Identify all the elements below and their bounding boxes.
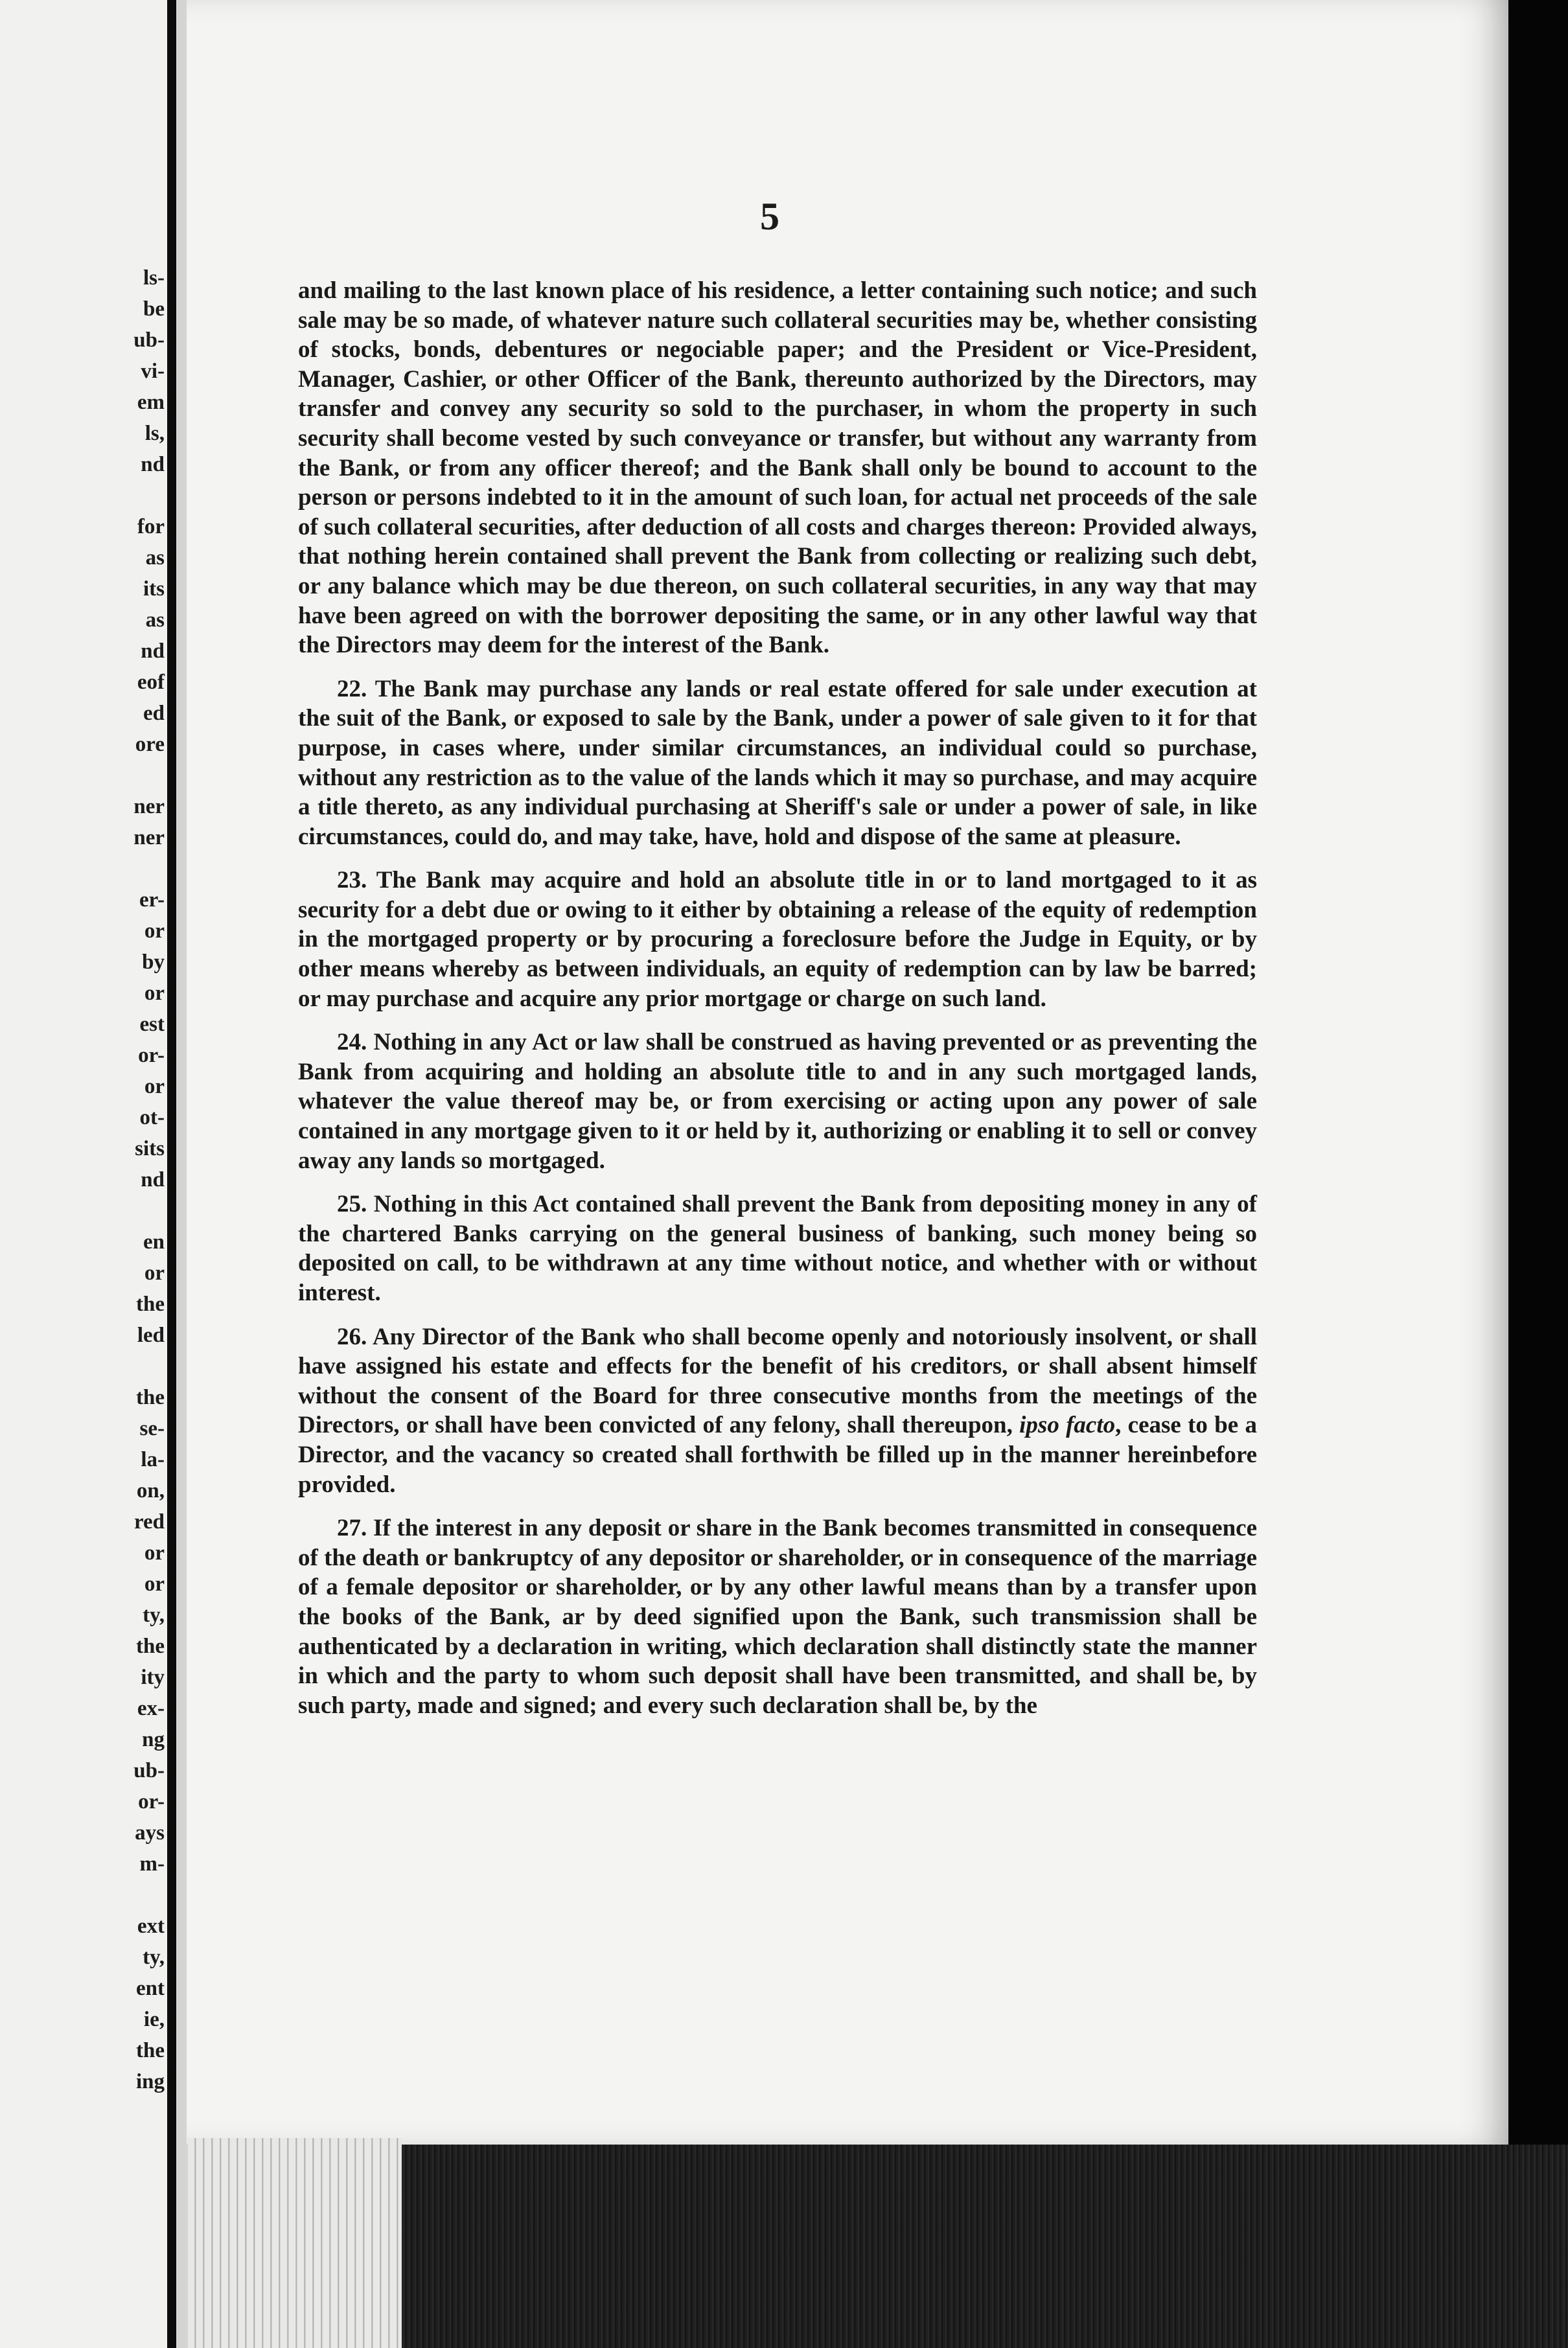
- facing-page-fragment: ent: [136, 1977, 165, 2000]
- facing-page-fragment: ner: [133, 826, 165, 849]
- facing-page-fragment: ty,: [143, 1604, 165, 1627]
- facing-page-fragment: on,: [136, 1479, 165, 1502]
- facing-page: [0, 0, 170, 2348]
- facing-page-fragment: ot-: [139, 1106, 165, 1129]
- facing-page-fragment: ner: [133, 795, 165, 818]
- fragment-gap: [67, 480, 165, 511]
- facing-page-fragment: en: [143, 1230, 165, 1254]
- gutter-line: [167, 0, 170, 2348]
- facing-page-fragment: or-: [138, 1790, 165, 1813]
- section-number: 26.: [337, 1323, 367, 1350]
- scan-border-bottom: [402, 2145, 1568, 2348]
- facing-page-fragment: ub-: [133, 328, 165, 352]
- paragraph-text: Nothing in any Act or law shall be construed as having prevented or as preventing the Bank from acquiring and holding an absolute title to and in any such mortgaged lands, whatever the value thereof may be, or from exercising or acting upon any power of sale contained in any mortgage given to it or held by it, authorizing or enabling it to sell or convey away any lands so mortgaged.: [298, 1029, 1257, 1174]
- facing-page-fragment: or: [144, 1261, 165, 1285]
- facing-page-fragment: or: [144, 919, 165, 943]
- facing-page-fragment: nd: [141, 1168, 165, 1191]
- facing-page-fragment: vi-: [141, 360, 165, 383]
- section-22: [298, 674, 1257, 852]
- facing-page-fragment: the: [136, 1386, 165, 1409]
- paragraph-text: The Bank may acquire and hold an absolute title in or to land mortgaged to it as security for a debt due or owing to it either by obtaining a release of the equity of redemption in the mortgaged property or by procuring a foreclosure before the Judge in Equity, or by other means whereby as between individuals, an equity of redemption can by law be barred; or may purchase and acquire any prior mortgage or charge on such land.: [298, 867, 1257, 1012]
- paragraph-text: Nothing in this Act contained shall prevent the Bank from depositing money in any of the chartered Banks carrying on the general business of banking, such money being so deposited on call, to be withdrawn at any time without notice, and whether with or without interest.: [298, 1191, 1257, 1306]
- facing-page-fragment: ing: [135, 2070, 165, 2093]
- facing-page-fragment: by: [142, 950, 165, 974]
- facing-page-fragment: ie,: [143, 2008, 165, 2031]
- facing-page-fragment: sits: [135, 1137, 165, 1160]
- facing-page-fragment: ub-: [133, 1759, 165, 1782]
- stacked-page-edges: [188, 2138, 402, 2348]
- facing-page-fragment: ed: [143, 702, 165, 725]
- document-page: [187, 0, 1508, 2145]
- section-25: [298, 1190, 1257, 1307]
- facing-page-fragment: or: [144, 1541, 165, 1565]
- facing-page-fragment: m-: [139, 1852, 165, 1876]
- facing-page-fragment: nd: [141, 453, 165, 476]
- facing-page-fragment: ex-: [137, 1697, 165, 1720]
- facing-page-fragment: est: [139, 1013, 165, 1036]
- fragment-gap: [67, 1880, 165, 1911]
- page-body: [298, 276, 1257, 1734]
- paragraph-text: and mailing to the last known place of his residence, a letter containing such notice; and such sale may be so made, of whatever nature such collateral securities may be, whether consisting of stocks, bonds, debentures or negociable paper; and the President or Vice-President, Manager, Cashier, or other Officer of the Bank, thereunto authorized by the Directors, may transfer and convey any security so sold to the purchaser, in whom the property in such security shall become vested by such conveyance or transfer, but without any warranty from the Bank, or from any officer thereof; and the Bank shall only be bound to account to the person or persons indebted to it in the amount of such loan, for actual net proceeds of the sale of such collateral securities, after deduction of all costs and charges thereon: Provided always, that nothing herein contained shall prevent the Bank from collecting or realizing such debt, or any balance which may be due thereon, on such collateral securities, in any way that may have been agreed on with the borrower depositing the same, or in any other lawful way that the Directors may deem for the interest of the Bank.: [298, 277, 1257, 659]
- facing-page-fragment: ity: [141, 1666, 165, 1689]
- facing-page-fragment: led: [137, 1324, 165, 1347]
- facing-page-text-fragments: [67, 262, 165, 2097]
- section-number: 22.: [337, 675, 367, 702]
- facing-page-fragment: the: [136, 2039, 165, 2062]
- facing-page-fragment: for: [137, 515, 165, 538]
- facing-page-fragment: the: [136, 1635, 165, 1658]
- facing-page-fragment: ext: [137, 1915, 165, 1938]
- latin-phrase: ipso facto: [1019, 1412, 1116, 1439]
- fragment-gap: [67, 1195, 165, 1226]
- facing-page-fragment: or-: [138, 1044, 165, 1067]
- section-number: 27.: [337, 1515, 367, 1542]
- scan-border-right: [1508, 0, 1568, 2145]
- facing-page-fragment: as: [145, 546, 165, 570]
- section-23: [298, 866, 1257, 1013]
- paragraph-text: If the interest in any deposit or share in the Bank becomes transmitted in consequence of the death or bankruptcy of any depositor or shareholder, or in consequence of the marriage of a female depositor or shareholder, or by any other lawful means than by a transfer upon the books of the Bank, ar by deed signified upon the Bank, such transmission shall be authenticated by a declaration in writing, which declaration shall distinctly state the manner in which and the party to whom such deposit shall have been transmitted, and shall be, by such party, made and signed; and every such declaration shall be, by the: [298, 1515, 1258, 1719]
- facing-page-fragment: or: [144, 1572, 165, 1596]
- section-24: [298, 1028, 1257, 1175]
- paragraph-text: Any Director of the Bank who shall become openly and notoriously insolvent, or shall have assigned his estate and effects for the benefit of his creditors, or shall absent himself without the consent of the Board for three consecutive months from the meetings of the Directors, or shall have been convicted of any felony, shall thereupon,: [298, 1323, 1257, 1439]
- facing-page-fragment: or: [144, 1075, 165, 1098]
- facing-page-fragment: red: [133, 1510, 165, 1534]
- facing-page-fragment: or: [144, 982, 165, 1005]
- section-27: [298, 1514, 1257, 1720]
- fragment-gap: [67, 760, 165, 791]
- page-number: 5: [760, 195, 779, 238]
- facing-page-fragment: er-: [139, 888, 165, 912]
- facing-page-fragment: eof: [137, 671, 165, 694]
- facing-page-fragment: nd: [141, 639, 165, 663]
- facing-page-fragment: ty,: [143, 1946, 165, 1969]
- facing-page-fragment: ls,: [144, 422, 165, 445]
- facing-page-fragment: la-: [141, 1448, 165, 1471]
- section-26: [298, 1322, 1257, 1500]
- paragraph-continuation: [298, 276, 1257, 660]
- facing-page-fragment: its: [143, 577, 165, 601]
- facing-page-fragment: the: [136, 1293, 165, 1316]
- facing-page-fragment: ls-: [143, 266, 165, 290]
- facing-page-fragment: ays: [135, 1821, 165, 1845]
- facing-page-fragment: be: [143, 297, 165, 321]
- facing-page-fragment: em: [137, 391, 165, 414]
- section-number: 24.: [337, 1029, 367, 1056]
- paragraph-text-continued: , cease to be a Director, and the vacancy so created shall forthwith be filled up in the manner hereinbefore provided.: [298, 1412, 1257, 1498]
- facing-page-fragment: ore: [135, 733, 165, 756]
- facing-page-fragment: ng: [142, 1728, 165, 1751]
- section-number: 23.: [337, 867, 367, 894]
- paragraph-text: The Bank may purchase any lands or real estate offered for sale under execution at the suit of the Bank, or exposed to sale by the Bank, under a power of sale given to it for that purpose, in cases where, under similar circumstances, an individual could so purchase, without any restriction as to the value of the lands which it may so purchase, and may acquire a title thereto, as any individual purchasing at Sheriff's sale or under a power of sale, in like circumstances, could do, and may take, have, hold and dispose of the same at pleasure.: [298, 675, 1257, 850]
- section-number: 25.: [337, 1191, 367, 1218]
- facing-page-fragment: se-: [139, 1417, 165, 1440]
- fragment-gap: [67, 853, 165, 884]
- fragment-gap: [67, 1351, 165, 1382]
- facing-page-fragment: as: [145, 608, 165, 632]
